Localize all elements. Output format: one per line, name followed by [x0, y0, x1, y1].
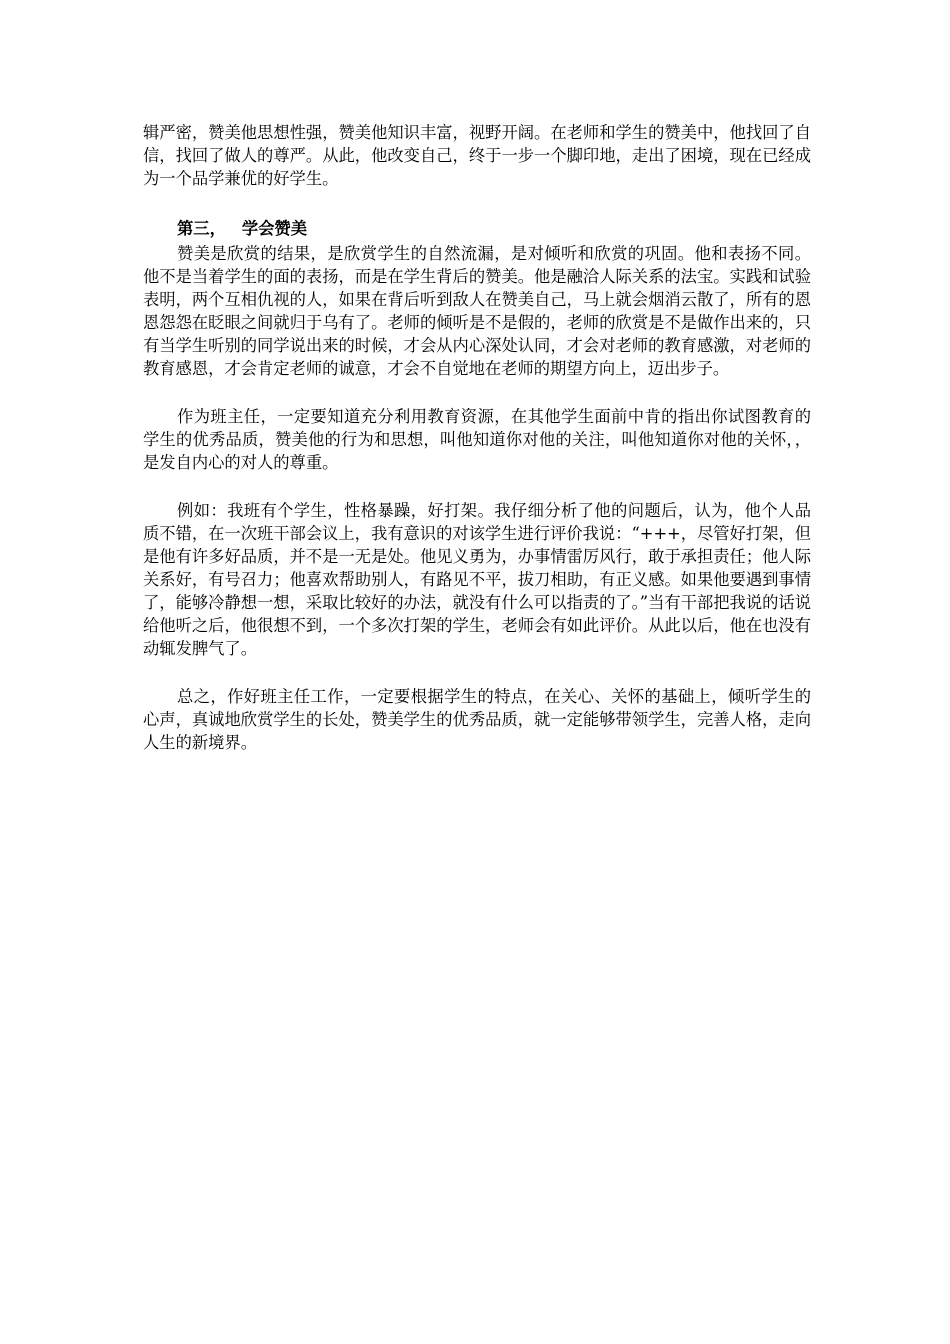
body-paragraph: 作为班主任，一定要知道充分利用教育资源，在其他学生面前中肯的指出你试图教育的学生的优秀品质，赞美他的行为和思想，叫他知道你对他的关注，叫他知道你对他的关怀，，是发自内心的对人的尊重。 — [143, 407, 811, 472]
section-title: 学会赞美 — [241, 219, 307, 238]
section-heading — [143, 217, 811, 240]
body-paragraph: 总之，作好班主任工作，一定要根据学生的特点，在关心、关怀的基础上，倾听学生的心声，真诚地欣赏学生的长处，赞美学生的优秀品质，就一定能够带领学生，完善人格，走向人生的新境界。 — [143, 687, 811, 752]
body-paragraph: 赞美是欣赏的结果，是欣赏学生的自然流漏，是对倾听和欣赏的巩固。他和表扬不同。他不是当着学生的面的表扬，而是在学生背后的赞美。他是融洽人际关系的法宝。实践和试验表明，两个互相仇视的人，如果在背后听到敌人在赞美自己，马上就会烟消云散了，所有的恩恩怨怨在眨眼之间就归于乌有了。老师的倾听是不是假的，老师的欣赏是不是做作出来的，只有当学生听别的同学说出来的时候，才会从内心深处认同，才会对老师的教育感激，对老师的教育感恩，才会肯定老师的诚意，才会不自觉地在老师的期望方向上，迈出步子。 — [143, 244, 811, 378]
body-paragraph: 例如：我班有个学生，性格暴躁，好打架。我仔细分析了他的问题后，认为，他个人品质不错，在一次班干部会议上，我有意识的对该学生进行评价我说：“+++，尽管好打架，但是他有许多好品质，并不是一无是处。他见义勇为，办事情雷厉风行，敢于承担责任；他人际关系好，有号召力；他喜欢帮助别人，有路见不平，拔刀相助，有正义感。如果他要遇到事情了，能够冷静想一想，采取比较好的办法，就没有什么可以指责的了。”当有干部把我说的话说给他听之后，他很想不到，一个多次打架的学生，老师会有如此评价。从此以后，他在也没有动辄发脾气了。 — [143, 501, 811, 658]
section-number: 第三， — [177, 219, 226, 238]
continuation-paragraph: 辑严密，赞美他思想性强，赞美他知识丰富，视野开阔。在老师和学生的赞美中，他找回了自信，找回了做人的尊严。从此，他改变自己，终于一步一个脚印地，走出了困境，现在已经成为一个品学兼优的好学生。 — [143, 123, 811, 188]
document-page — [143, 121, 811, 754]
